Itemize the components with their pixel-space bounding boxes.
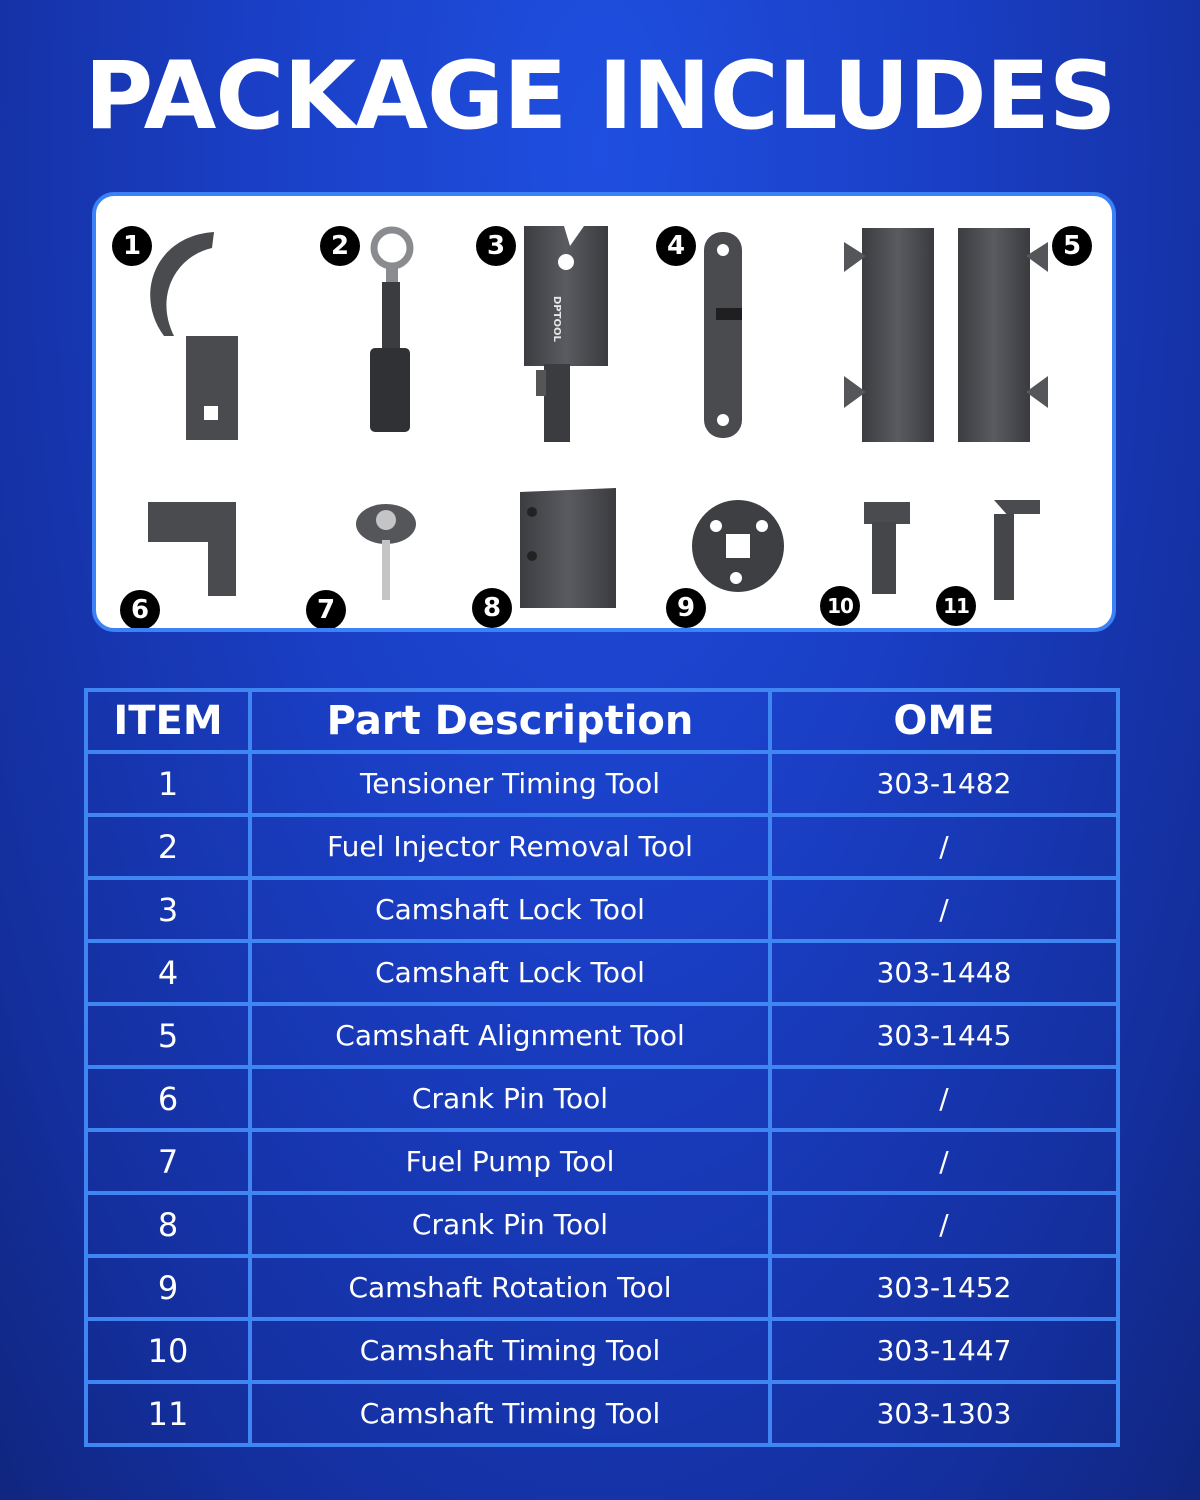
- item-number: 4: [86, 941, 250, 1004]
- part-description: Camshaft Lock Tool: [250, 878, 770, 941]
- table-row: [86, 1382, 1118, 1445]
- tool-10-camshaft-timing-tool-icon: [864, 502, 910, 594]
- parts-table: [84, 688, 1120, 1447]
- badge-2: 2: [320, 226, 360, 266]
- item-number: 2: [86, 815, 250, 878]
- table-row: [86, 878, 1118, 941]
- badge-4: 4: [656, 226, 696, 266]
- item-number: 9: [86, 1256, 250, 1319]
- item-number: 1: [86, 752, 250, 815]
- part-description: Tensioner Timing Tool: [250, 752, 770, 815]
- ome-number: /: [770, 1193, 1118, 1256]
- item-number: 11: [86, 1382, 250, 1445]
- table-row: [86, 752, 1118, 815]
- page-title: PACKAGE INCLUDES: [84, 42, 1116, 151]
- table-row: [86, 1067, 1118, 1130]
- table-row: [86, 815, 1118, 878]
- badge-7: 7: [306, 590, 346, 630]
- table-row: [86, 1193, 1118, 1256]
- tool-6-crank-pin-tool-icon: [148, 502, 236, 596]
- badge-3: 3: [476, 226, 516, 266]
- badge-5: 5: [1052, 226, 1092, 266]
- tool-11-camshaft-timing-tool-icon: [994, 500, 1040, 600]
- tool-9-camshaft-rotation-tool-icon: [692, 500, 784, 592]
- ome-number: 303-1482: [770, 752, 1118, 815]
- ome-number: /: [770, 878, 1118, 941]
- engraving-text: DPTOOL: [551, 296, 562, 342]
- header-item: ITEM: [86, 690, 250, 752]
- part-description: Camshaft Rotation Tool: [250, 1256, 770, 1319]
- badge-11: 11: [936, 586, 976, 626]
- item-number: 8: [86, 1193, 250, 1256]
- tool-4-camshaft-lock-plate-icon: [704, 232, 742, 438]
- item-number: 3: [86, 878, 250, 941]
- item-number: 7: [86, 1130, 250, 1193]
- tools-illustration: [96, 196, 1112, 628]
- table-row: [86, 1319, 1118, 1382]
- part-description: Crank Pin Tool: [250, 1067, 770, 1130]
- table-header-row: [86, 690, 1118, 752]
- table-row: [86, 1004, 1118, 1067]
- tool-1-tensioner-timing-tool-icon: [150, 232, 238, 440]
- part-description: Camshaft Alignment Tool: [250, 1004, 770, 1067]
- ome-number: 303-1447: [770, 1319, 1118, 1382]
- part-description: Fuel Injector Removal Tool: [250, 815, 770, 878]
- item-number: 6: [86, 1067, 250, 1130]
- item-number: 10: [86, 1319, 250, 1382]
- ome-number: /: [770, 815, 1118, 878]
- header-ome: OME: [770, 690, 1118, 752]
- badge-9: 9: [666, 588, 706, 628]
- badge-1: 1: [112, 226, 152, 266]
- ome-number: /: [770, 1067, 1118, 1130]
- badge-8: 8: [472, 588, 512, 628]
- ome-number: 303-1303: [770, 1382, 1118, 1445]
- product-image-panel: [92, 192, 1116, 632]
- tool-2-fuel-injector-removal-tool-icon: [370, 230, 410, 432]
- tool-7-fuel-pump-tool-icon: [356, 504, 416, 600]
- part-description: Fuel Pump Tool: [250, 1130, 770, 1193]
- item-number: 5: [86, 1004, 250, 1067]
- tool-5-camshaft-alignment-tool-icon: [844, 228, 1048, 442]
- table-row: [86, 1256, 1118, 1319]
- ome-number: /: [770, 1130, 1118, 1193]
- badge-10: 10: [820, 586, 860, 626]
- ome-number: 303-1448: [770, 941, 1118, 1004]
- ome-number: 303-1452: [770, 1256, 1118, 1319]
- part-description: Camshaft Lock Tool: [250, 941, 770, 1004]
- header-description: Part Description: [250, 690, 770, 752]
- tool-3-camshaft-lock-tool-icon: [524, 226, 608, 442]
- ome-number: 303-1445: [770, 1004, 1118, 1067]
- badge-6: 6: [120, 590, 160, 630]
- part-description: Camshaft Timing Tool: [250, 1319, 770, 1382]
- part-description: Camshaft Timing Tool: [250, 1382, 770, 1445]
- table-row: [86, 1130, 1118, 1193]
- tool-8-crank-pin-block-icon: [520, 488, 616, 608]
- part-description: Crank Pin Tool: [250, 1193, 770, 1256]
- table-row: [86, 941, 1118, 1004]
